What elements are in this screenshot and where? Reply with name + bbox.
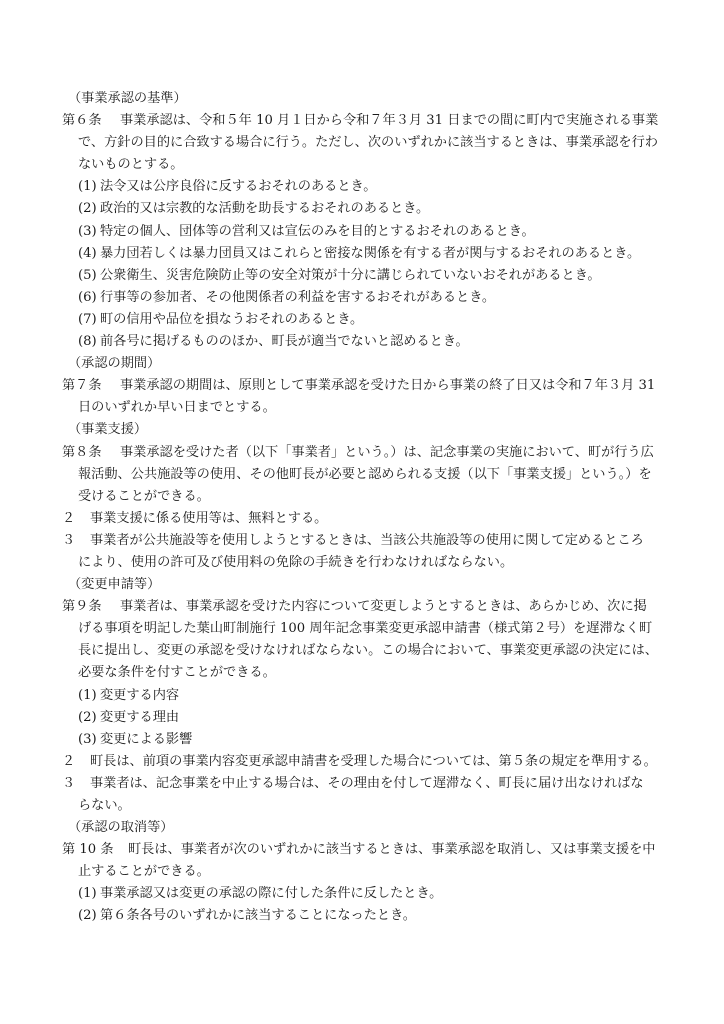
continuation-line — [62, 640, 662, 662]
paragraph-number: ３ — [62, 532, 76, 548]
item-number: (7) — [78, 311, 97, 327]
list-item — [62, 176, 662, 198]
item-number: (5) — [78, 267, 97, 283]
line-text: 受けることができる。 — [78, 488, 210, 504]
list-item — [62, 883, 662, 905]
item-number: (6) — [78, 289, 97, 305]
line-text: で、方針の目的に合致する場合に行う。ただし、次のいずれかに該当するときは、事業承認を行わ — [78, 135, 658, 151]
list-item — [62, 729, 662, 751]
paragraph-number: ３ — [62, 775, 76, 791]
continuation-line — [62, 154, 662, 176]
section-heading: （事業承認の基準） — [68, 91, 187, 106]
line-text: 止することができる。 — [78, 864, 210, 880]
article-line — [62, 596, 662, 618]
list-item — [62, 707, 662, 729]
line-text: 事業承認を受けた者（以下「事業者」という。）は、記念事業の実施において、町が行う広 — [120, 444, 654, 460]
line-text: 前各号に掲げるもののほか、町長が適当でないと認めるとき。 — [100, 334, 469, 350]
continuation-line — [62, 132, 662, 154]
article-line — [62, 839, 662, 861]
continuation-line — [62, 552, 662, 574]
item-number: (2) — [78, 908, 97, 924]
section-heading: （事業支援） — [68, 422, 148, 438]
line-text: ないものとする。 — [78, 157, 184, 173]
item-number: (1) — [78, 687, 97, 703]
list-item — [62, 221, 662, 243]
paragraph-line — [62, 508, 662, 530]
paragraph-line — [62, 751, 662, 773]
continuation-line — [62, 486, 662, 508]
line-text: 変更する理由 — [100, 709, 180, 725]
line-text: 公衆衛生、災害危険防止等の安全対策が十分に講じられていないおそれがあるとき。 — [100, 267, 601, 283]
article-number: 第６条 — [62, 113, 102, 129]
item-number: (3) — [78, 223, 97, 239]
article-number: 第８条 — [62, 444, 102, 460]
paragraph-line — [62, 530, 662, 552]
line-text: 変更する内容 — [100, 687, 180, 703]
line-text: 町の信用や品位を損なうおそれのあるとき。 — [100, 311, 364, 327]
paragraph-line — [62, 773, 662, 795]
item-number: (2) — [78, 709, 97, 725]
section-heading: （承認の期間） — [68, 356, 161, 372]
line-text: 暴力団若しくは暴力団員又はこれらと密接な関係を有する者が関与するおそれのあるとき。 — [100, 245, 641, 261]
continuation-line — [62, 464, 662, 486]
list-item — [62, 685, 662, 707]
line-text: 事業承認は、令和５年 10 月１日から令和７年３月 31 日までの間に町内で実施される事業 — [120, 113, 659, 129]
item-number: (3) — [78, 731, 97, 747]
continuation-line — [62, 861, 662, 883]
list-item — [62, 287, 662, 309]
item-number: (1) — [78, 886, 97, 902]
line-text: 事業者は、事業承認を受けた内容について変更しようとするときは、あらかじめ、次に掲 — [120, 599, 647, 615]
list-item — [62, 243, 662, 265]
item-number: (8) — [78, 334, 97, 350]
line-text: 政治的又は宗教的な活動を助長するおそれのあるとき。 — [100, 201, 430, 217]
section-heading: （承認の取消等） — [68, 820, 174, 836]
line-text: 事業承認の期間は、原則として事業承認を受けた日から事業の終了日又は令和７年３月 31 — [120, 378, 656, 394]
line-text: らない。 — [78, 798, 131, 813]
item-number: (1) — [78, 179, 97, 195]
section-heading: （変更申請等） — [68, 577, 161, 593]
item-number: (2) — [78, 201, 97, 217]
line-text: 法令又は公序良俗に反するおそれのあるとき。 — [100, 179, 377, 195]
item-number: (4) — [78, 245, 97, 261]
line-text: 日のいずれか早い日までとする。 — [78, 400, 276, 416]
line-text: 変更による影響 — [100, 731, 193, 747]
article-number: 第７条 — [62, 378, 102, 394]
line-text: 事業者が公共施設等を使用しようとするときは、当該公共施設等の使用に関して定めるところ — [90, 532, 644, 548]
line-text: 第６条各号のいずれかに該当することになったとき。 — [100, 908, 416, 924]
paragraph-number: ２ — [62, 510, 76, 526]
list-item — [62, 309, 662, 331]
line-text: 必要な条件を付すことができる。 — [78, 665, 276, 681]
article-line — [62, 375, 662, 397]
list-item — [62, 198, 662, 220]
document-body — [62, 88, 662, 928]
continuation-line — [62, 618, 662, 640]
continuation-line — [62, 397, 662, 419]
article-line — [62, 442, 662, 464]
line-text: 事業支援に係る使用等は、無料とする。 — [90, 510, 328, 526]
article-line — [62, 110, 662, 132]
line-text: により、使用の許可及び使用料の免除の手続きを行わなければならない。 — [78, 554, 514, 570]
paragraph-number: ２ — [62, 753, 76, 769]
line-text: 報活動、公共施設等の使用、その他町長が必要と認められる支援（以下「事業支援」という。）を — [78, 466, 652, 482]
line-text: 長に提出し、変更の承認を受けなければならない。この場合において、事業変更承認の決定には、 — [78, 643, 658, 659]
list-item — [62, 265, 662, 287]
line-text: 行事等の参加者、その他関係者の利益を害するおそれがあるとき。 — [100, 289, 496, 305]
continuation-line — [62, 662, 662, 684]
article-number: 第９条 — [62, 599, 102, 615]
line-text: 事業承認又は変更の承認の際に付した条件に反したとき。 — [100, 886, 443, 902]
line-text: 町長は、前項の事業内容変更承認申請書を受理した場合については、第５条の規定を準用する。 — [90, 753, 657, 769]
continuation-line — [62, 795, 662, 817]
line-text: 特定の個人、団体等の営利又は宣伝のみを目的とするおそれのあるとき。 — [100, 223, 535, 239]
article-number: 第 10 条 — [62, 842, 114, 858]
list-item — [62, 905, 662, 927]
list-item — [62, 331, 662, 353]
line-text: げる事項を明記した葉山町制施行 100 周年記念事業変更承認申請書（様式第２号）を遅滞なく町 — [78, 621, 653, 637]
line-text: 事業者は、記念事業を中止する場合は、その理由を付して遅滞なく、町長に届け出なければな — [90, 775, 644, 791]
line-text: 町長は、事業者が次のいずれかに該当するときは、事業承認を取消し、又は事業支援を中 — [128, 842, 656, 858]
